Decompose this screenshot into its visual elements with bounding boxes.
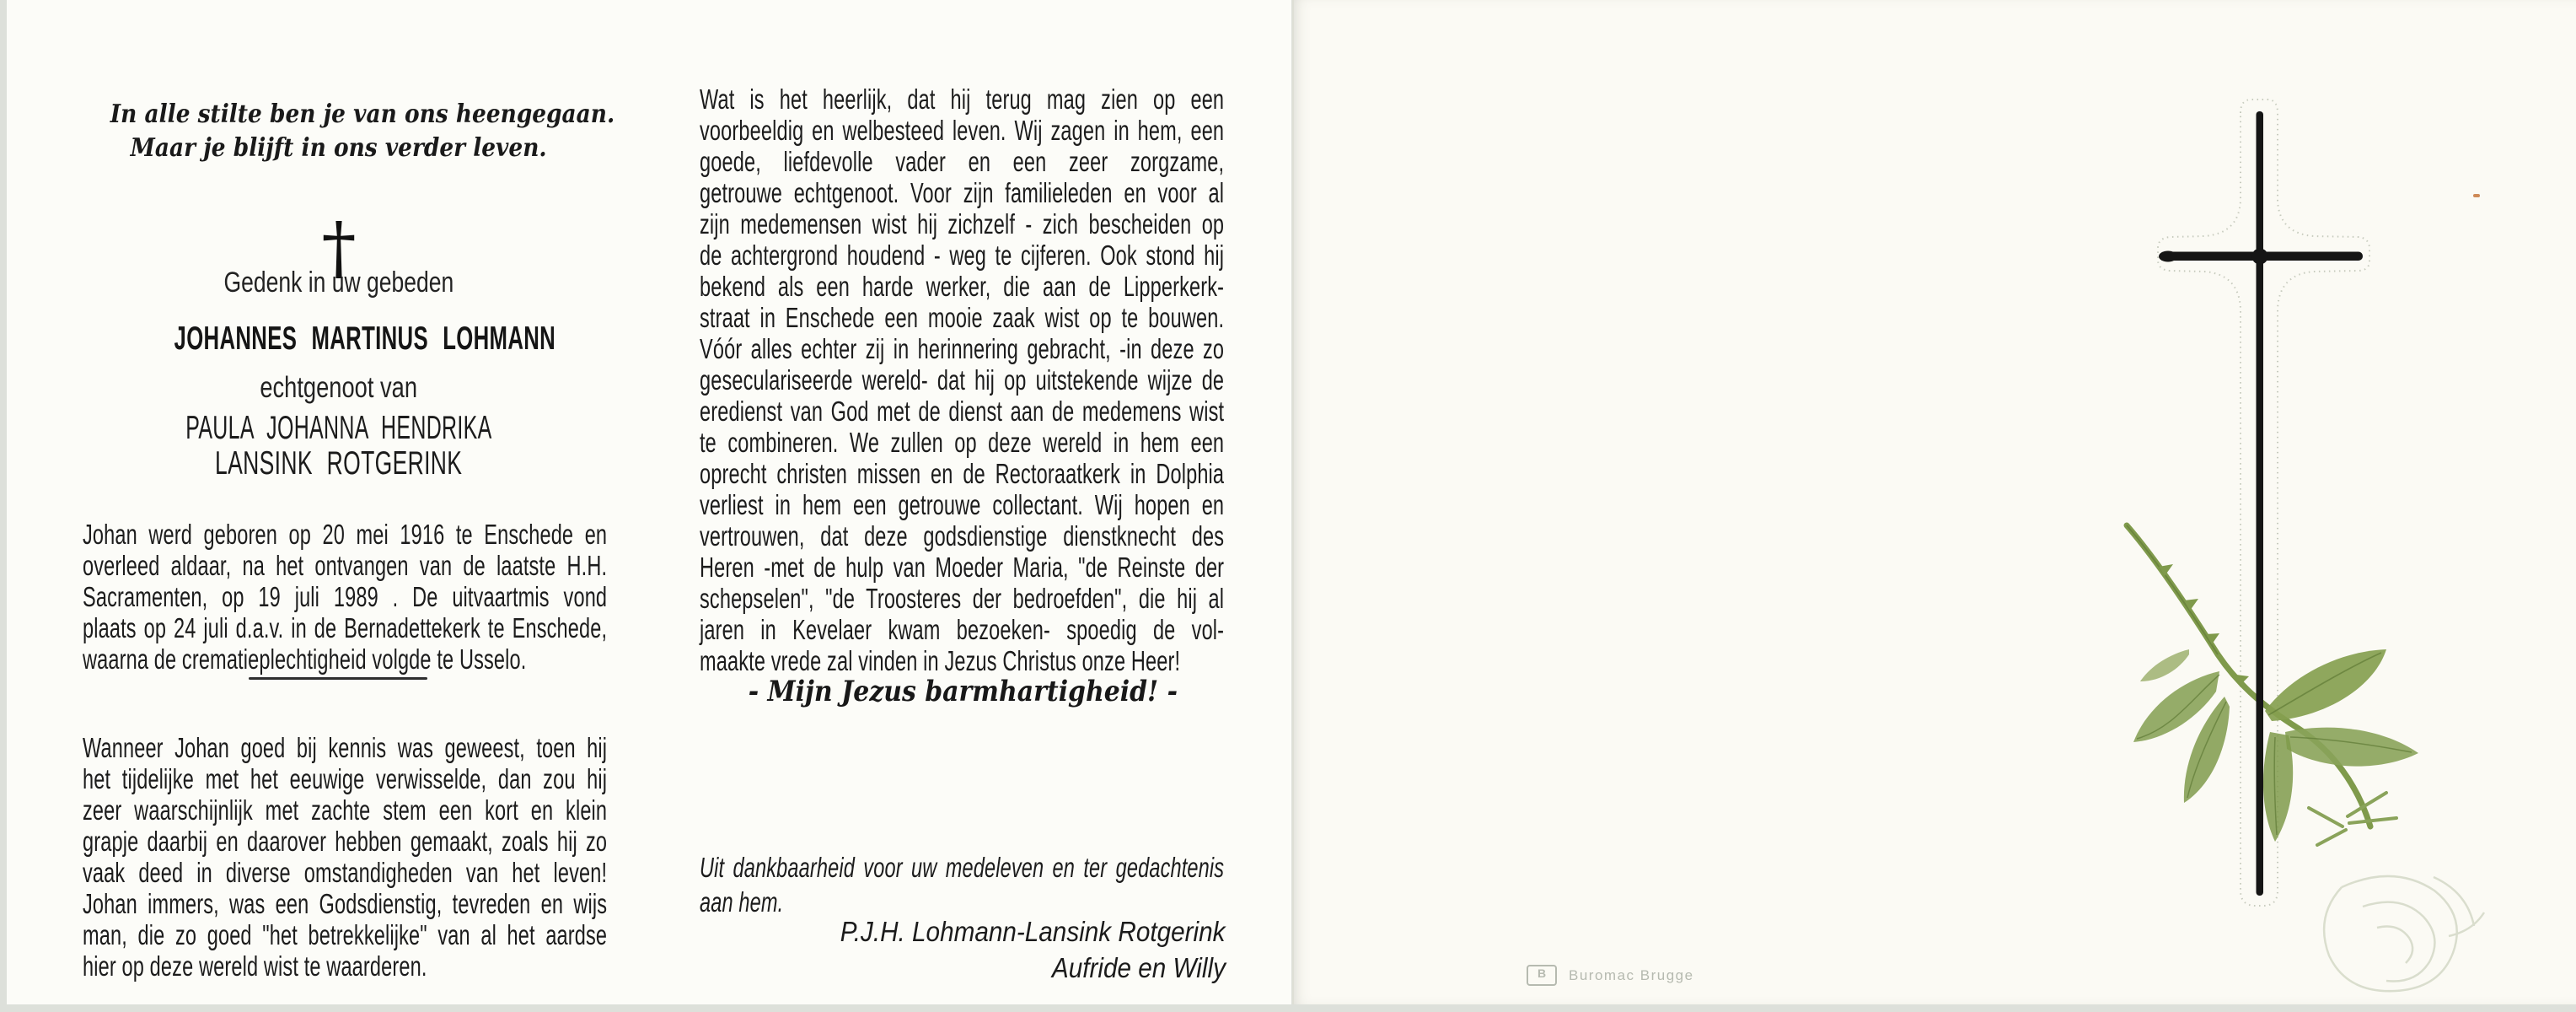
text-line: bekend als een harde werker, die aan de Lipperkerk-: [700, 271, 1225, 302]
text-line: getrouwe echtgenoot. Voor zijn familieleden en voor al: [700, 177, 1225, 208]
text-line: te combineren. We zullen op deze wereld in hem een: [700, 427, 1225, 458]
text-line: grapje daarbij en daarover hebben gemaakt, zoals hij zo: [83, 826, 608, 857]
text-line: zeer waarschijnlijk met zachte stem een kort en klein: [83, 794, 608, 826]
text-line: Sacramenten, op 19 juli 1989 . De uitvaartmis vond: [83, 581, 608, 612]
biography-paragraph: [83, 519, 607, 675]
text-line: het tijdelijke met het eeuwige verwisselde, dan zou hij: [83, 763, 608, 794]
signature-family: P.J.H. Lohmann-Lansink Rotgerink Aufride en Willy: [840, 916, 1226, 983]
opening-quote-line-2: Maar je blijft in ons verder leven.: [131, 133, 547, 163]
spouse-name-line-2: LANSINK ROTGERINK: [215, 445, 463, 482]
text-line: oprecht christen missen en de Rectoraatkerk in Dolphia: [700, 458, 1225, 489]
dust-speck: [2473, 194, 2480, 197]
text-line: Heren -met de hulp van Moeder Maria, "de Reinste der: [700, 552, 1225, 583]
text-line: Wat is het heerlijk, dat hij terug mag zien op een: [700, 83, 1225, 115]
text-line: jaren in Kevelaer kwam bezoeken- spoedig de vol-: [700, 614, 1225, 645]
dagger-cross-icon: †: [321, 208, 357, 288]
text-line: goede, liefdevolle vader en een zeer zorgzame,: [700, 146, 1225, 177]
text-line: vaak deed in diverse omstandigheden van het leven!: [83, 857, 608, 888]
text-line: Johan werd geboren op 20 mei 1916 te Enschede en: [83, 519, 608, 550]
text-line: hier op deze wereld wist te waarderen.: [83, 950, 427, 982]
memorial-paragraph: [83, 732, 607, 982]
text-line: Johan immers, was een Godsdienstig, tevreden en wijs: [83, 888, 608, 919]
opening-quote-line-1: In alle stilte ben je van ons heengegaan.: [110, 100, 615, 129]
text-line: eredienst van God met de dienst aan de medemens wist: [700, 396, 1225, 427]
text-line: de achtergrond houdend - weg te cijferen. Ook stond hij: [700, 240, 1225, 271]
text-line: zijn medemensen wist hij zichzelf - zich bescheiden op: [700, 208, 1225, 240]
text-line: verliest in hem een getrouwe collectant. Wij hopen en: [700, 489, 1225, 520]
printer-mark: [1527, 965, 1694, 986]
text-line: maakte vrede zal vinden in Jezus Christus onze Heer!: [700, 645, 1181, 676]
cover-art: [1294, 0, 2576, 1004]
inner-pages: [7, 0, 1291, 1004]
spouse-name-line-1: PAULA JOHANNA HENDRIKA: [185, 410, 492, 446]
text-line: straat in Enschede een mooie zaak wist op te bouwen.: [700, 302, 1225, 333]
section-divider: [249, 677, 427, 680]
text-line: geseculariseerde wereld- dat hij op uitstekende wijze de: [700, 364, 1225, 396]
buromac-logo: B: [1527, 965, 1557, 986]
text-line: aan hem.: [700, 886, 784, 918]
text-line: waarna de crematieplechtigheid volgde te Usselo.: [83, 643, 527, 675]
text-line: vertrouwen, dat deze godsdienstige dienstknecht des: [700, 520, 1225, 552]
relation-line: echtgenoot van: [260, 371, 418, 404]
text-line: man, die zo goed "het betrekkelijke" van al het aardse: [83, 919, 608, 950]
text-line: Uit dankbaarheid voor uw medeleven en ter gedachtenis: [700, 852, 1225, 883]
closing-note: [700, 850, 1224, 919]
front-cover: [1292, 0, 2576, 1004]
text-line: plaats op 24 juli d.a.v. in de Bernadettekerk te Enschede,: [83, 612, 608, 643]
prayer-line: - Mijn Jezus barmhartigheid! -: [748, 675, 1178, 708]
deceased-name: JOHANNES MARTINUS LOHMANN: [174, 320, 556, 357]
printer-mark-text: Buromac Brugge: [1569, 966, 1694, 983]
text-line: voorbeeldig en welbesteed leven. Wij zagen in hem, een: [700, 115, 1225, 146]
text-line: Vóór alles echter zij in herinnering gebracht, -in deze zo: [700, 333, 1225, 364]
eulogy-paragraph: [700, 83, 1224, 676]
intro-line: Gedenk in uw gebeden: [223, 266, 454, 299]
text-line: overleed aldaar, na het ontvangen van de laatste H.H.: [83, 550, 608, 581]
rose-branch-icon: [2127, 525, 2484, 991]
text-line: Wanneer Johan goed bij kennis was geweest, toen hij: [83, 732, 608, 763]
text-line: schepselen", "de Troosteres der bedroefden", die hij al: [700, 583, 1225, 614]
